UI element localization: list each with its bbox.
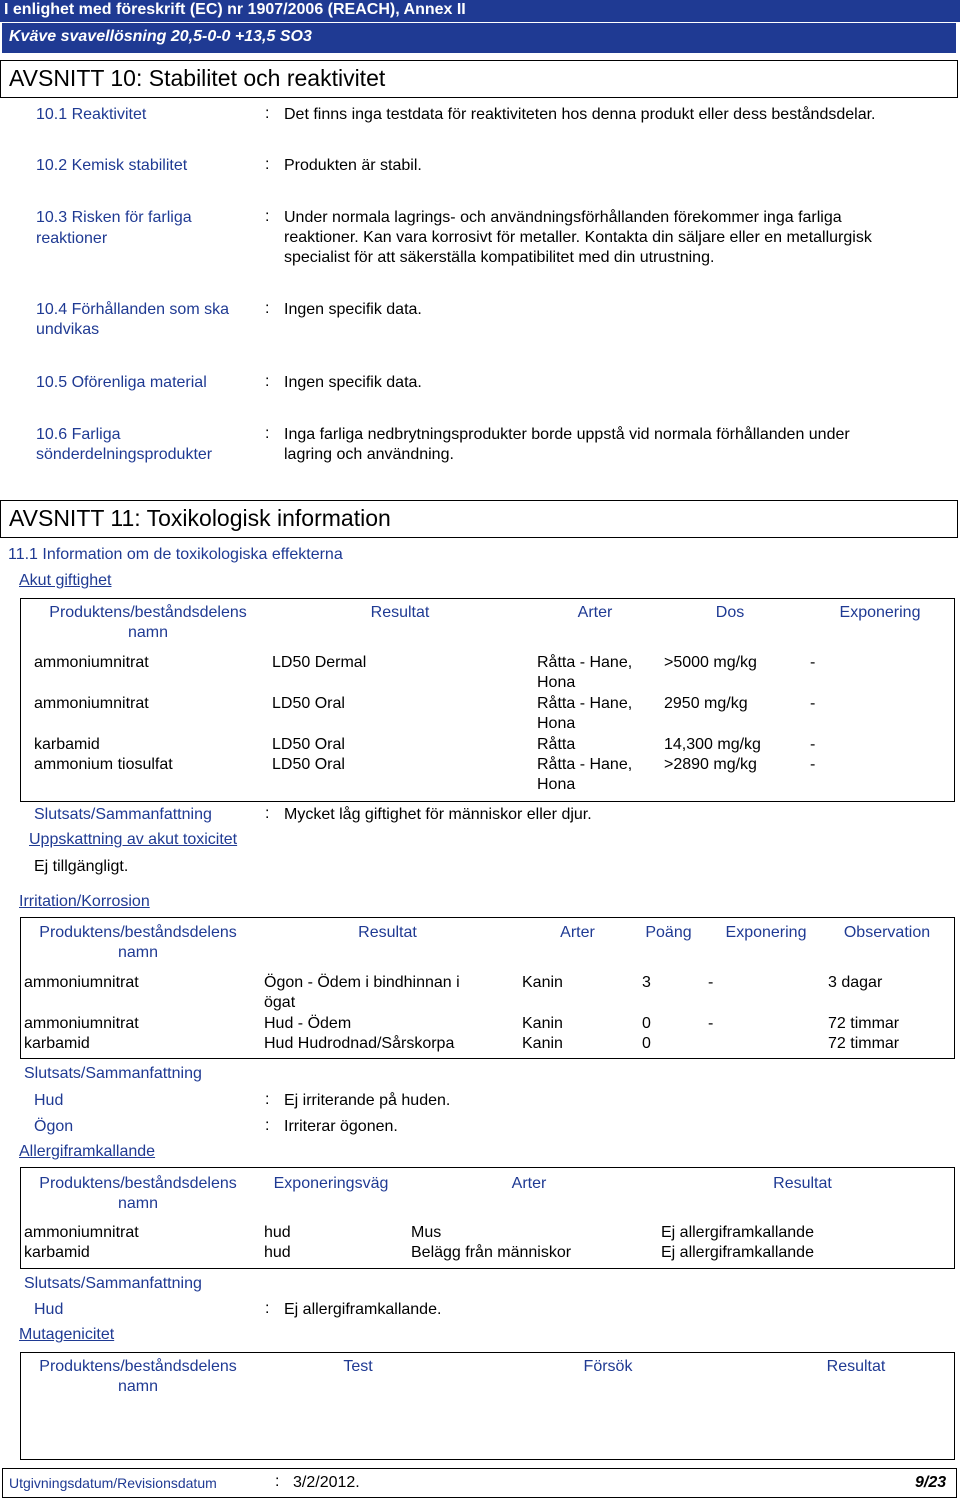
cell-species: Råtta - Hane, [537, 756, 633, 773]
cell-exposure: - [810, 695, 816, 712]
page-number: 9/23 [915, 1474, 947, 1491]
section-10-title: AVSNITT 10: Stabilitet och reaktivitet [9, 65, 386, 91]
col-header-exposure: Exponering [839, 604, 921, 621]
cell-dose: 2950 mg/kg [664, 695, 748, 712]
colon: : [265, 425, 270, 442]
cell-species: Kanin [522, 1015, 563, 1032]
irritation-eyes-label: Ögon [34, 1118, 74, 1135]
item-10-5-text: Ingen specifik data. [284, 374, 422, 391]
cell-species: Belägg från människor [411, 1244, 572, 1261]
item-10-3-label-line2: reaktioner [36, 230, 108, 247]
product-name: Kväve svavellösning 20,5-0-0 +13,5 SO3 [9, 28, 312, 45]
col-header-species: Arter [560, 924, 595, 941]
cell-observation: 72 timmar [828, 1035, 900, 1052]
col-header-exposure: Exponering [725, 924, 807, 941]
col-header-product-line2: namn [127, 624, 169, 641]
document-title-bar [0, 0, 960, 22]
col-header-product-line2: namn [117, 1195, 159, 1212]
acute-estimate-text: Ej tillgängligt. [34, 858, 129, 875]
cell-result: Hud - Ödem [264, 1015, 352, 1032]
sensitization-title: Allergiframkallande [19, 1143, 156, 1160]
section-10-header [0, 60, 958, 98]
cell-dose: 14,300 mg/kg [664, 736, 761, 753]
cell-exposure: - [810, 654, 816, 671]
col-header-score: Poäng [645, 924, 692, 941]
item-10-6-label-line1: 10.6 Farliga [36, 426, 121, 443]
item-10-1-label: 10.1 Reaktivitet [36, 106, 147, 123]
colon: : [265, 1300, 270, 1317]
page-footer [2, 1468, 957, 1498]
cell-exposure: - [810, 756, 816, 773]
cell-product: karbamid [24, 1035, 90, 1052]
item-10-6-text-line2: lagring och användning. [284, 446, 454, 463]
cell-species: Mus [411, 1224, 442, 1241]
irritation-skin-label: Hud [34, 1092, 64, 1109]
cell-dose: >2890 mg/kg [664, 756, 757, 773]
cell-result: Ej allergiframkallande [661, 1224, 814, 1241]
section-11-1-title: 11.1 Information om de toxikologiska effekterna [8, 546, 343, 563]
colon: : [265, 1091, 270, 1108]
col-header-result: Resultat [358, 924, 417, 941]
item-10-2-text: Produkten är stabil. [284, 157, 422, 174]
cell-product: ammoniumnitrat [24, 974, 139, 991]
cell-observation: 3 dagar [828, 974, 883, 991]
item-10-1-text: Det finns inga testdata för reaktiviteten hos denna produkt eller dess beståndsdelar. [284, 106, 876, 123]
cell-species-line2: Hona [537, 715, 576, 732]
col-header-product: Produktens/beståndsdelens [39, 924, 237, 941]
cell-species: Råtta [537, 736, 576, 753]
col-header-trial: Försök [583, 1358, 633, 1375]
cell-result: LD50 Dermal [272, 654, 367, 671]
col-header-result: Resultat [826, 1358, 886, 1375]
cell-result-line2: ögat [264, 994, 296, 1011]
cell-result: Ej allergiframkallande [661, 1244, 814, 1261]
footer-date: 3/2/2012. [293, 1474, 360, 1491]
cell-species: Råtta - Hane, [537, 695, 633, 712]
colon: : [275, 1473, 280, 1490]
product-name-bar [2, 23, 956, 53]
col-header-dose: Dos [715, 604, 745, 621]
col-header-product: Produktens/beståndsdelens [39, 1175, 237, 1192]
cell-product: karbamid [34, 736, 100, 753]
cell-dose: >5000 mg/kg [664, 654, 757, 671]
mutagenicity-title: Mutagenicitet [19, 1326, 115, 1343]
col-header-product: Produktens/beståndsdelens [49, 604, 247, 621]
cell-result: Hud Hudrodnad/Sårskorpa [264, 1035, 455, 1052]
item-10-5-label: 10.5 Oförenliga material [36, 374, 207, 391]
item-10-3-text-line2: reaktioner. Kan vara korrosivt för metaller. Kontakta din säljare eller en metallurgisk [284, 229, 872, 246]
col-header-route: Exponeringsväg [273, 1175, 389, 1192]
irritation-eyes-text: Irriterar ögonen. [284, 1118, 398, 1135]
col-header-observation: Observation [843, 924, 931, 941]
cell-route: hud [264, 1224, 291, 1241]
col-header-product-line2: namn [117, 1378, 159, 1395]
item-10-3-label-line1: 10.3 Risken för farliga [36, 209, 192, 226]
colon: : [265, 105, 270, 122]
item-10-3-text-line1: Under normala lagrings- och användningsförhållanden förekommer inga farliga [284, 209, 842, 226]
cell-species: Kanin [522, 1035, 563, 1052]
irritation-title: Irritation/Korrosion [19, 893, 150, 910]
col-header-product: Produktens/beståndsdelens [39, 1358, 237, 1375]
item-10-4-label-line2: undvikas [36, 321, 100, 338]
item-10-4-text: Ingen specifik data. [284, 301, 422, 318]
acute-estimate-title: Uppskattning av akut toxicitet [29, 831, 238, 848]
cell-product: ammoniumnitrat [24, 1015, 139, 1032]
cell-species: Råtta - Hane, [537, 654, 633, 671]
acute-conclusion-text: Mycket låg giftighet för människor eller djur. [284, 806, 592, 823]
cell-product: ammoniumnitrat [34, 695, 149, 712]
sensitization-skin-text: Ej allergiframkallande. [284, 1301, 442, 1318]
cell-exposure: - [810, 736, 816, 753]
cell-result: LD50 Oral [272, 756, 345, 773]
col-header-result: Resultat [370, 604, 430, 621]
cell-score: 0 [642, 1035, 651, 1052]
item-10-4-label-line1: 10.4 Förhållanden som ska [36, 301, 229, 318]
item-10-3-text-line3: specialist för att säkerställa kompatibilitet med din utrustning. [284, 249, 715, 266]
cell-score: 0 [642, 1015, 651, 1032]
cell-product: ammoniumnitrat [34, 654, 149, 671]
colon: : [265, 208, 270, 225]
irritation-skin-text: Ej irriterande på huden. [284, 1092, 451, 1109]
cell-species: Kanin [522, 974, 563, 991]
col-header-test: Test [343, 1358, 373, 1375]
cell-route: hud [264, 1244, 291, 1261]
section-11-header [0, 500, 958, 538]
item-10-6-text-line1: Inga farliga nedbrytningsprodukter borde uppstå vid normala förhållanden under [284, 426, 850, 443]
colon: : [265, 156, 270, 173]
col-header-species: Arter [577, 604, 613, 621]
section-11-title: AVSNITT 11: Toxikologisk information [9, 505, 391, 531]
col-header-product-line2: namn [117, 944, 159, 961]
cell-species-line2: Hona [537, 776, 576, 793]
cell-result: Ögon - Ödem i bindhinnan i [264, 974, 460, 991]
sensitization-conclusion-label: Slutsats/Sammanfattning [24, 1275, 202, 1292]
acute-conclusion-label: Slutsats/Sammanfattning [34, 806, 212, 823]
colon: : [265, 300, 270, 317]
cell-product: karbamid [24, 1244, 90, 1261]
document-title: I enlighet med föreskrift (EC) nr 1907/2006 (REACH), Annex II [4, 1, 466, 18]
item-10-6-label-line2: sönderdelningsprodukter [36, 446, 213, 463]
colon: : [265, 1117, 270, 1134]
cell-product: ammoniumnitrat [24, 1224, 139, 1241]
cell-score: 3 [642, 974, 651, 991]
irritation-conclusion-label: Slutsats/Sammanfattning [24, 1065, 202, 1082]
colon: : [265, 805, 270, 822]
cell-exposure: - [708, 974, 714, 991]
cell-product: ammonium tiosulfat [34, 756, 173, 773]
cell-result: LD50 Oral [272, 695, 345, 712]
item-10-2-label: 10.2 Kemisk stabilitet [36, 157, 188, 174]
col-header-species: Arter [511, 1175, 547, 1192]
acute-toxicity-title: Akut giftighet [19, 572, 112, 589]
footer-date-label: Utgivningsdatum/Revisionsdatum [9, 1475, 217, 1491]
col-header-result: Resultat [773, 1175, 832, 1192]
cell-exposure: - [708, 1015, 714, 1032]
colon: : [265, 373, 270, 390]
sensitization-skin-label: Hud [34, 1301, 64, 1318]
cell-result: LD50 Oral [272, 736, 345, 753]
cell-observation: 72 timmar [828, 1015, 900, 1032]
cell-species-line2: Hona [537, 674, 576, 691]
